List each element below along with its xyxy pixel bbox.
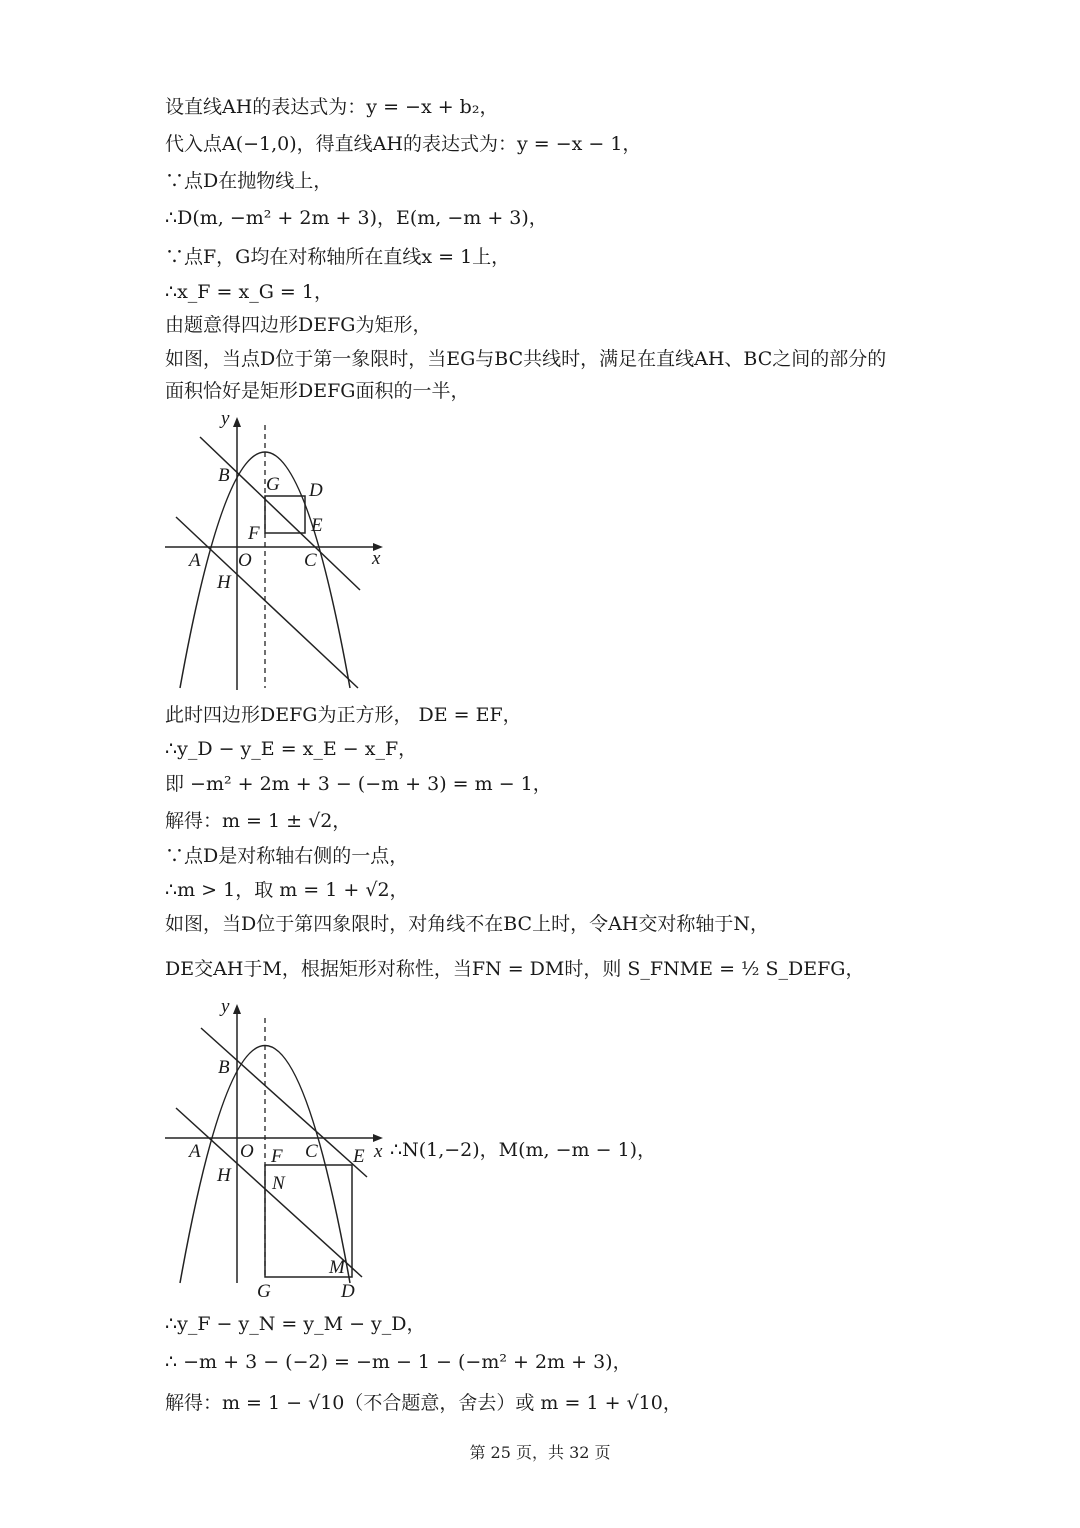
text-line-18: ∴N(1,−2)，M(m, −m − 1)， bbox=[390, 1139, 657, 1161]
text-line-12: 即 −m² + 2m + 3 − (−m + 3) = m − 1， bbox=[165, 773, 552, 795]
text-line-15: ∴m > 1，取 m = 1 + √2， bbox=[165, 879, 409, 901]
label-m: M bbox=[329, 1257, 345, 1278]
text-line-17: DE交AH于M，根据矩形对称性，当FN = DM时，则 S_FNME = ½ S_DEFG， bbox=[165, 958, 865, 980]
text-line-5: ∵点F，G均在对称轴所在直线x = 1上， bbox=[165, 246, 511, 268]
text-line-4: ∴D(m, −m² + 2m + 3)，E(m, −m + 3)， bbox=[165, 207, 548, 229]
text-line-20: ∴ −m + 3 − (−2) = −m − 1 − (−m² + 2m + 3)， bbox=[165, 1351, 632, 1373]
figure-2 bbox=[160, 995, 390, 1300]
line-ah bbox=[176, 517, 358, 688]
label-h: H bbox=[217, 572, 231, 593]
label-y: y bbox=[221, 996, 230, 1017]
text-line-11: ∴y_D − y_E = x_E − x_F， bbox=[165, 738, 418, 760]
text-line-1: 设直线AH的表达式为：y = −x + b₂， bbox=[165, 96, 499, 118]
text-line-13: 解得：m = 1 ± √2， bbox=[165, 810, 352, 832]
y-axis-arrow bbox=[233, 417, 241, 427]
label-b: B bbox=[218, 1057, 230, 1078]
label-n: N bbox=[272, 1173, 285, 1194]
label-h: H bbox=[217, 1165, 231, 1186]
line-ah bbox=[176, 1108, 362, 1277]
text-line-8: 如图，当点D位于第一象限时，当EG与BC共线时，满足在直线AH、BC之间的部分的 bbox=[165, 348, 887, 370]
text-line-9: 面积恰好是矩形DEFG面积的一半， bbox=[165, 380, 470, 402]
label-x: x bbox=[374, 1141, 383, 1162]
line-bc bbox=[201, 1028, 367, 1177]
text-line-16: 如图，当D位于第四象限时，对角线不在BC上时，令AH交对称轴于N， bbox=[165, 913, 770, 935]
label-d: D bbox=[341, 1281, 355, 1300]
label-x: x bbox=[372, 548, 381, 569]
figure-1 bbox=[160, 400, 400, 700]
rectangle-defg bbox=[265, 496, 305, 533]
label-e: E bbox=[311, 515, 323, 536]
text-line-3: ∵点D在抛物线上， bbox=[165, 170, 333, 192]
label-d: D bbox=[309, 480, 323, 501]
label-a: A bbox=[189, 1141, 201, 1162]
y-axis-arrow bbox=[233, 1004, 241, 1014]
label-e: E bbox=[353, 1146, 365, 1167]
label-y: y bbox=[221, 408, 230, 429]
page-footer: 第 25 页，共 32 页 bbox=[469, 1443, 611, 1462]
text-line-6: ∴x_F = x_G = 1， bbox=[165, 281, 333, 303]
label-c: C bbox=[304, 550, 317, 571]
text-line-14: ∵点D是对称轴右侧的一点， bbox=[165, 845, 409, 867]
label-a: A bbox=[189, 550, 201, 571]
text-line-2: 代入点A(−1,0)，得直线AH的表达式为：y = −x − 1， bbox=[165, 133, 642, 155]
text-line-7: 由题意得四边形DEFG为矩形， bbox=[165, 314, 432, 336]
label-b: B bbox=[218, 465, 230, 486]
label-c: C bbox=[305, 1141, 318, 1162]
text-line-19: ∴y_F − y_N = y_M − y_D， bbox=[165, 1313, 426, 1335]
label-g: G bbox=[257, 1281, 271, 1300]
label-f: F bbox=[248, 523, 260, 544]
label-o: O bbox=[238, 550, 252, 571]
label-f: F bbox=[271, 1146, 283, 1167]
text-line-21: 解得：m = 1 − √10（不合题意，舍去）或 m = 1 + √10， bbox=[165, 1392, 682, 1414]
text-line-10: 此时四边形DEFG为正方形， DE = EF， bbox=[165, 704, 522, 726]
label-o: O bbox=[240, 1141, 254, 1162]
label-g: G bbox=[266, 474, 280, 495]
